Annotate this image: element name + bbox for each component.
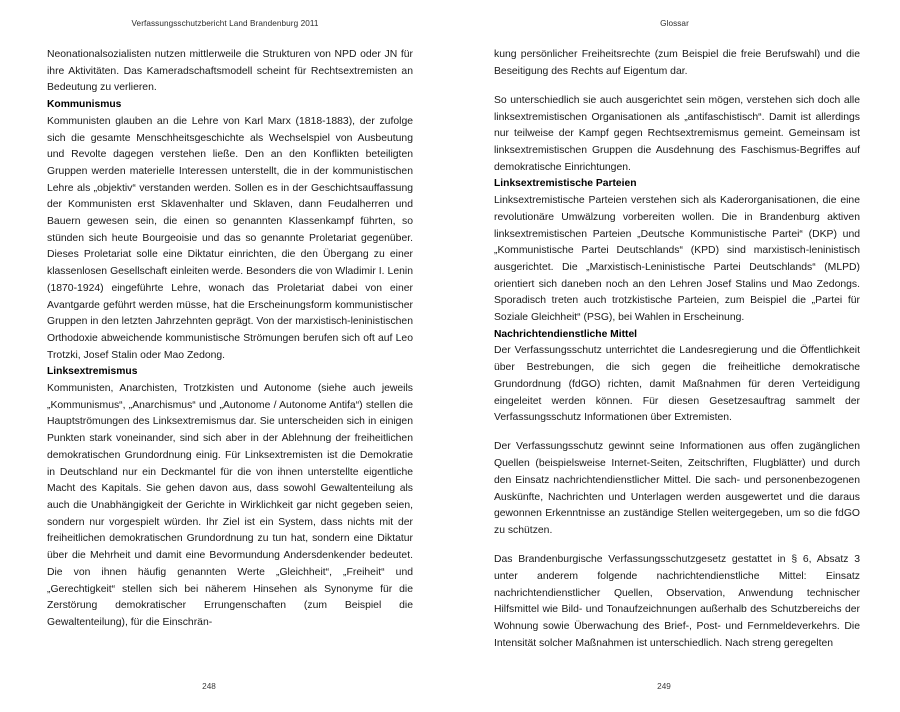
- paragraph-continued-einschraenkung: kung persönlicher Freiheitsrechte (zum Beispiel die freie Berufswahl) und die Beseitigung des Rechts auf Eigentum dar.: [494, 49, 860, 77]
- paragraph-mittel-2: Der Verfassungsschutz gewinnt seine Informationen aus offen zugänglichen Quellen (beispielsweise Internet-Seiten, Zeitschriften, Flugblätter) und durch den Einsatz nachrichtendienstlicher Mittel. Die sach- und personenbezogenen Auskünfte, Nachrichten und Unterlagen werden ausgewertet und die daraus gewonnen Erkenntnisse an zuständige Stellen weitergegeben, um so die fdGO zu schützen.: [494, 441, 860, 536]
- paragraph-continued-neonationalsozialisten: Neonationalsozialisten nutzen mittlerweile die Strukturen von NPD oder JN für ihre Aktivitäten. Das Kameradschaftsmodell scheint für Rechtsextremisten an Bedeutung zu verlieren.: [47, 49, 413, 94]
- paragraph-linksextremistische-parteien: Linksextremistische Parteien verstehen sich als Kaderorganisationen, die eine revolutionäre Umwälzung vorbereiten wollen. Die in Brandenburg aktiven linksextremistischen Parteien „Deutsche Kommunistische Partei“ (DKP) und „Kommunistische Partei Deutschlands“ (KPD) sind marxistisch-leninistisch ausgerichtet. Die „Marxistisch-Leninistische Partei Deutschlands“ (MLPD) orientiert sich daneben noch an den Lehren Josef Stalins und Mao Zedongs. Sporadisch treten auch trotzkistische Parteien, zum Beispiel die „Partei für Soziale Gleichheit“ (PSG), bei Wahlen in Erscheinung.: [494, 195, 860, 324]
- text-column-left: [47, 47, 413, 632]
- heading-kommunismus: Kommunismus: [47, 99, 122, 111]
- heading-nachrichtendienstliche-mittel: Nachrichtendienstliche Mittel: [494, 328, 638, 340]
- paragraph-mittel-1: Der Verfassungsschutz unterrichtet die Landesregierung und die Öffentlichkeit über Bestrebungen, die sich gegen die freiheitliche demokratische Grundordnung (fdGO) richten, damit Maßnahmen für deren Verteidigung eingeleitet werden können. Für diesen Gesetzesauftrag sammelt der Verfassungsschutz Informationen über Extremisten.: [494, 345, 860, 424]
- page-right: [450, 0, 900, 712]
- heading-linksextremismus: Linksextremismus: [47, 366, 138, 378]
- text-column-right: [494, 47, 860, 652]
- paragraph-linksextremismus: Kommunisten, Anarchisten, Trotzkisten und Autonome (siehe auch jeweils „Kommunismus“, „Anarchismus“ und „Autonome / Autonome Antifa“) stellen die Hauptströmungen des Linksextremismus dar. Sie unterscheiden sich in einigen Punkten stark voneinander, sind sich aber in der Ablehnung der freiheitlichen demokratischen Grundordnung einig. Für Linksextremisten ist die Demokratie in Deutschland nur ein Deckmantel für die von ihnen unterstellte eigentliche Macht des Kapitals. Sie gehen davon aus, dass sowohl Gewaltenteilung als auch die Unabhängigkeit der Gerichte in Wirklichkeit gar nicht gegeben seien, sondern nur vorgespielt würden. Ihr Ziel ist ein System, dass nichts mit der freiheitlichen demokratischen Grundordnung zu tun hat, sondern eine Diktatur über die Mehrheit und damit eine Bevormundung Andersdenkender bedeutet. Die von ihnen häufig genannten Werte „Gleichheit“, „Freiheit“ und „Gerechtigkeit“ stellen sich bei näherem Hinsehen als Synonyme für die Zerstörung demokratischer Errungenschaften (zum Beispiel die Gewaltenteilung), für die Einschrän-: [47, 383, 413, 628]
- page-number-left: 248: [202, 682, 216, 691]
- paragraph-kommunismus: Kommunisten glauben an die Lehre von Karl Marx (1818-1883), der zufolge sich die gesamte Menschheitsgeschichte als Wechselspiel von Ausbeutung und Revolte dagegen verstehen ließe. Den an den Konflikten beteiligten Gruppen werden materielle Interessen unterstellt, die in der kommunistischen Lehre als „objektiv“ verstanden werden. Sollen es in der Geschichtsauffassung der Kommunisten erst Sklavenhalter und Sklaven, dann Feudalherren und Bauern gewesen sein, die einen so genannten Klassenkampf führten, so stünden sich heute Bourgeoisie und das so genannte Proletariat gegenüber. Dieses Proletariat solle eine Diktatur einrichten, die den Übergang zu einer klassenlosen Gesellschaft einleiten werde. Besonders die von Wladimir I. Lenin (1870-1924) eingeführte Lehre, wonach das Proletariat dabei von einer Avantgarde geführt werden müsse, hat die Erscheinungsform kommunistischer Gruppen in den letzten Jahrzehnten geprägt. Von der marxistisch-leninistischen Orthodoxie abweichende kommunistische Strömungen berufen sich oft auf Leo Trotzki, Josef Stalin oder Mao Zedong.: [47, 115, 413, 361]
- running-head-left: Verfassungsschutzbericht Land Brandenburg 2011: [131, 19, 319, 28]
- page-number-right: 249: [657, 682, 671, 691]
- heading-linksextremistische-parteien: Linksextremistische Parteien: [494, 178, 637, 190]
- paragraph-mittel-3: Das Brandenburgische Verfassungsschutzgesetz gestattet in § 6, Absatz 3 unter anderem folgende nachrichtendienstliche Mittel: Einsatz nachrichtendienstlicher Quellen, Observation, Anwendung technischer Hilfsmittel wie Bild- und Tonaufzeichnungen außerhalb des Schutzbereichs der Wohnung sowie Überwachung des Brief-, Post- und Fernmeldeverkehrs. Die Intensität solcher Maßnahmen ist unterschiedlich. Nach streng geregelten: [494, 554, 860, 649]
- paragraph-antifaschistisch: So unterschiedlich sie auch ausgerichtet sein mögen, verstehen sich doch alle linksextremistischen Organisationen als „antifaschistisch“. Damit ist allerdings nur teilweise der Kampf gegen Rechtsextremismus gemeint. Gemeinsam ist linksextremistischen Gruppen die Ausdehnung des Faschismus-Begriffes auf demokratische Einrichtungen.: [494, 94, 860, 173]
- running-head-right: Glossar: [660, 19, 689, 28]
